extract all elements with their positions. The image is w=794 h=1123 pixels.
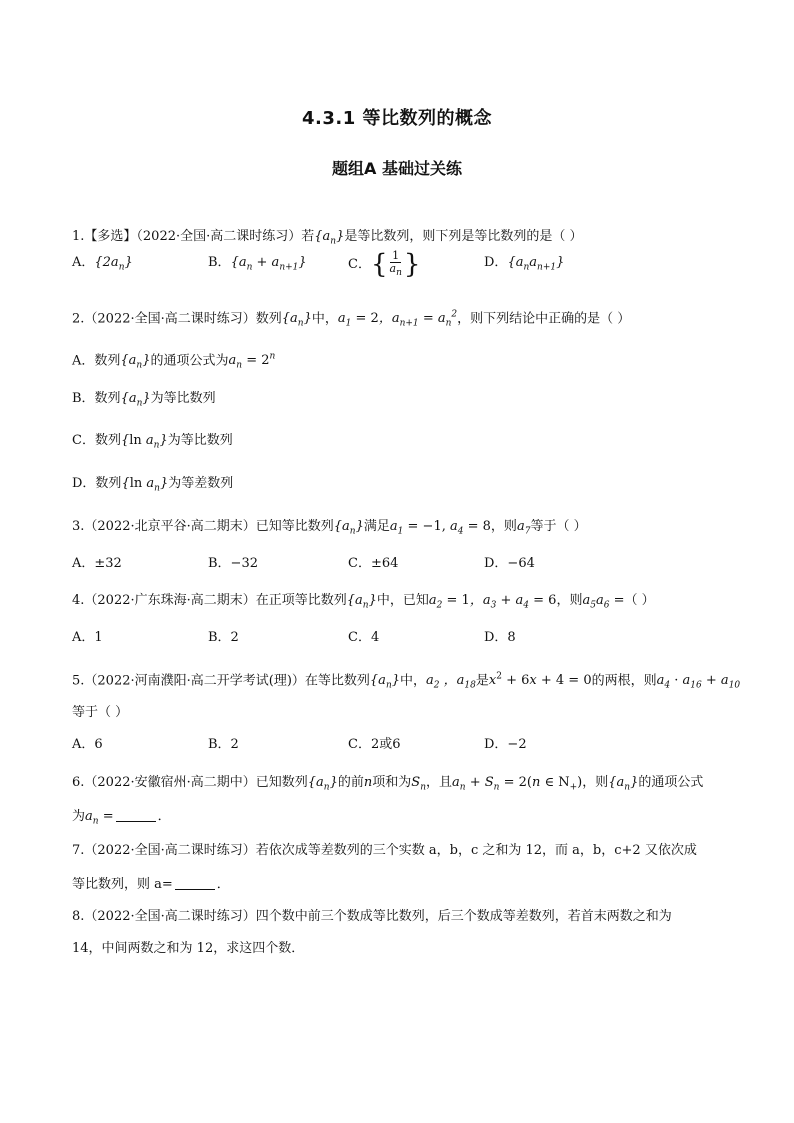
question-5-stem-continued: 等于（ ） — [72, 705, 129, 720]
question-1-stem: 1.【多选】（2022·全国·高二课时练习）若$\{a_n\}$是等比数列，则下列是等比数列的是（ ） — [72, 229, 583, 247]
question-5-option-d: D．−2 — [484, 737, 527, 752]
question-4-option-c: C．4 — [348, 630, 380, 645]
formula: $\{a_n\}$ — [314, 229, 345, 247]
question-2-option-a: A．数列$\{a_n\}$的通项公式为$a_n = 2^n$ — [72, 352, 276, 371]
question-1-option-d: D．$\{a_na_{n+1}\}$ — [484, 255, 565, 273]
question-8-line-2: 14，中间两数之和为 12，求这四个数． — [72, 941, 305, 956]
question-4-option-d: D．8 — [484, 630, 516, 645]
question-3-option-d: D．−64 — [484, 556, 535, 571]
question-5-stem: 5.（2022·河南濮阳·高二开学考试(理)）在等比数列$\{a_n\}$中，$a_2$ ，$a_{18}$是$x^2 + 6x + 4 = 0$的两根，则$a_4 \cdot a_{16} + a_{10}$ — [72, 672, 741, 691]
question-2-option-c: C．数列{ln $a_n$}为等比数列 — [72, 433, 233, 451]
question-3-stem: 3.（2022·北京平谷·高二期末）已知等比数列$\{a_n\}$满足$a_1 = -1$, $a_4 = 8$，则$a_7$等于（ ） — [72, 519, 587, 537]
question-1-option-c: C．{ $\frac{1}{a_n}$ } — [348, 249, 421, 280]
question-4-option-b: B．2 — [208, 630, 239, 645]
section-subtitle: 题组A 基础过关练 — [332, 159, 462, 178]
question-3-option-c: C．±64 — [348, 556, 399, 571]
question-8-line-1: 8.（2022·全国·高二课时练习）四个数中前三个数成等比数列，后三个数成等差数列，若首末两数之和为 — [72, 909, 672, 924]
answer-blank[interactable] — [175, 877, 215, 890]
question-3-option-b: B．−32 — [208, 556, 258, 571]
question-1-option-b: B．$\{a_n + a_{n+1}\}$ — [208, 255, 307, 273]
page-title: 4.3.1 等比数列的概念 — [301, 108, 492, 129]
question-6-stem-continued: 为$a_n$ = ． — [72, 809, 171, 827]
question-2-stem: 2.（2022·全国·高二课时练习）数列$\{a_n\}$中，$a_1 = 2$，$a_{n+1} = a_n^2$，则下列结论中正确的是（ ） — [72, 310, 631, 329]
question-2-option-b: B．数列$\{a_n\}$为等比数列 — [72, 391, 216, 409]
answer-blank[interactable] — [116, 809, 156, 822]
question-7-line-2: 等比数列，则 a= ． — [72, 877, 230, 892]
question-4-stem: 4.（2022·广东珠海·高二期末）在正项等比数列$\{a_n\}$中，已知$a_2 = 1$，$a_3 + a_4 = 6$，则$a_5a_6$ =（ ） — [72, 593, 655, 611]
question-7-line-1: 7.（2022·全国·高二课时练习）若依次成等差数列的三个实数 a，b，c 之和为 12，而 a，b，c+2 又依次成 — [72, 843, 697, 858]
question-3-option-a: A．±32 — [72, 556, 122, 571]
question-5-option-c: C．2或6 — [348, 737, 401, 752]
question-4-option-a: A．1 — [72, 630, 103, 645]
question-2-option-d: D．数列{ln $a_n$}为等差数列 — [72, 476, 234, 494]
question-6-stem: 6.（2022·安徽宿州·高二期中）已知数列$\{a_n\}$的前n项和为$S_n$，且$a_n + S_n = 2(n$ ∈ $N_+$)，则$\{a_n\}$的通项公式 — [72, 775, 704, 793]
question-5-option-a: A．6 — [72, 737, 103, 752]
question-1-option-a: A．$\{2a_n\}$ — [72, 255, 133, 273]
question-5-option-b: B．2 — [208, 737, 239, 752]
